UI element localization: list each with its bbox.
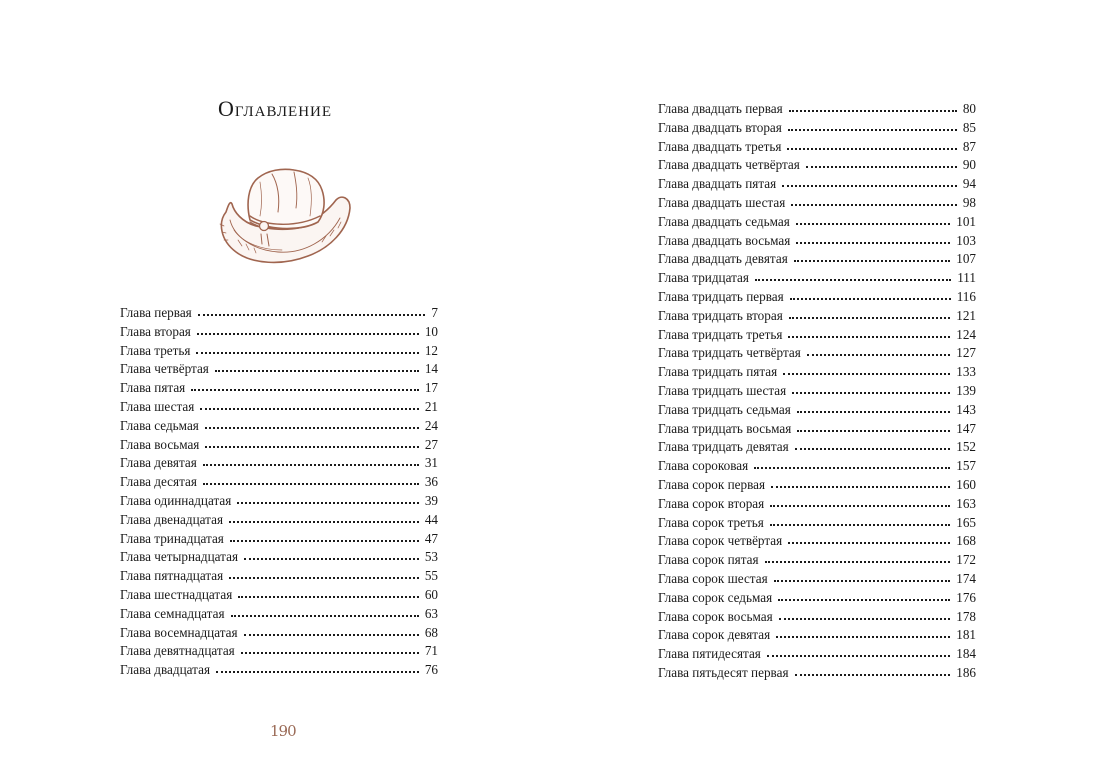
chapter-page-number: 24: [424, 417, 438, 433]
dot-leader: [788, 540, 950, 544]
chapter-title: Глава десятая: [120, 474, 197, 490]
dot-leader: [196, 350, 418, 354]
chapter-title: Глава тридцать первая: [658, 288, 784, 304]
chapter-title: Глава двадцатая: [120, 662, 211, 678]
dot-leader: [788, 127, 957, 131]
chapter-page-number: 36: [424, 474, 438, 490]
toc-entry[interactable]: [658, 269, 976, 288]
chapter-title: Глава двадцать четвёртая: [658, 157, 800, 173]
toc-entry[interactable]: [120, 492, 438, 511]
dot-leader: [231, 613, 419, 617]
dot-leader: [767, 653, 950, 657]
dot-leader: [216, 669, 419, 673]
chapter-page-number: 63: [424, 605, 438, 621]
chapter-page-number: 39: [424, 492, 438, 508]
chapter-title: Глава двенадцатая: [120, 511, 224, 527]
toc-entry[interactable]: [120, 530, 438, 549]
chapter-title: Глава сороковая: [658, 458, 749, 474]
chapter-page-number: 127: [956, 345, 976, 361]
dot-leader: [203, 462, 419, 466]
toc-entry[interactable]: [658, 532, 976, 551]
chapter-title: Глава четырнадцатая: [120, 549, 239, 565]
dot-leader: [778, 597, 950, 601]
chapter-page-number: 53: [424, 549, 438, 565]
chapter-title: Глава двадцать третья: [658, 138, 782, 154]
chapter-page-number: 31: [424, 455, 438, 471]
chapter-page-number: 181: [956, 627, 976, 643]
toc-entry[interactable]: [658, 438, 976, 457]
toc-entry[interactable]: [120, 304, 438, 323]
chapter-page-number: 94: [962, 176, 976, 192]
toc-entry[interactable]: [658, 307, 976, 326]
chapter-page-number: 17: [424, 380, 438, 396]
chapter-page-number: 157: [956, 458, 976, 474]
toc-entry[interactable]: [120, 323, 438, 342]
chapter-title: Глава девятнадцатая: [120, 643, 235, 659]
dot-leader: [754, 465, 950, 469]
chapter-page-number: 12: [424, 342, 438, 358]
dot-leader: [770, 503, 950, 507]
dot-leader: [241, 650, 419, 654]
toc-entry[interactable]: [658, 551, 976, 570]
toc-entry[interactable]: [658, 156, 976, 175]
dot-leader: [205, 425, 419, 429]
toc-entry[interactable]: [120, 548, 438, 567]
chapter-title: Глава двадцать первая: [658, 101, 783, 116]
chapter-title: Глава четвёртая: [120, 361, 209, 377]
chapter-page-number: 147: [956, 420, 976, 436]
chapter-page-number: 172: [956, 552, 976, 568]
dot-leader: [788, 334, 950, 338]
chapter-title: Глава одиннадцатая: [120, 492, 232, 508]
dot-leader: [215, 368, 419, 372]
toc-entry[interactable]: [658, 589, 976, 608]
toc-entry[interactable]: [120, 454, 438, 473]
toc-entry[interactable]: [658, 232, 976, 251]
chapter-page-number: 98: [962, 194, 976, 210]
toc-entry[interactable]: [658, 100, 976, 119]
chapter-page-number: 68: [424, 624, 438, 640]
chapter-title: Глава сорок третья: [658, 514, 764, 530]
chapter-page-number: 87: [962, 138, 976, 154]
toc-entry[interactable]: [120, 624, 438, 643]
toc-list-right: [658, 100, 976, 683]
toc-entry[interactable]: [120, 473, 438, 492]
toc-entry[interactable]: [120, 436, 438, 455]
toc-entry[interactable]: [658, 194, 976, 213]
chapter-page-number: 160: [956, 476, 976, 492]
toc-entry[interactable]: [658, 476, 976, 495]
toc-entry[interactable]: [658, 213, 976, 232]
dot-leader: [770, 522, 950, 526]
chapter-page-number: 143: [956, 401, 976, 417]
dot-leader: [794, 258, 950, 262]
chapter-page-number: 168: [956, 533, 976, 549]
chapter-title: Глава сорок седьмая: [658, 589, 773, 605]
dot-leader: [795, 446, 950, 450]
chapter-page-number: 27: [424, 436, 438, 452]
chapter-page-number: 133: [956, 364, 976, 380]
chapter-title: Глава пятьдесят первая: [658, 664, 789, 680]
dot-leader: [789, 108, 957, 112]
dot-leader: [765, 559, 951, 563]
chapter-page-number: 103: [956, 232, 976, 248]
toc-entry[interactable]: [658, 570, 976, 589]
chapter-page-number: 80: [962, 101, 976, 116]
chapter-page-number: 60: [424, 586, 438, 602]
chapter-title: Глава шестнадцатая: [120, 586, 233, 602]
dot-leader: [791, 202, 957, 206]
dot-leader: [203, 481, 419, 485]
chapter-page-number: 163: [956, 495, 976, 511]
dot-leader: [771, 484, 950, 488]
chapter-title: Глава сорок пятая: [658, 552, 759, 568]
toc-entry[interactable]: [658, 495, 976, 514]
chapter-page-number: 44: [424, 511, 438, 527]
chapter-page-number: 76: [424, 662, 438, 678]
chapter-title: Глава сорок девятая: [658, 627, 771, 643]
chapter-page-number: 184: [956, 646, 976, 662]
toc-entry[interactable]: [120, 567, 438, 586]
page-number: 190: [270, 722, 296, 740]
toc-entry[interactable]: [658, 288, 976, 307]
toc-entry[interactable]: [120, 360, 438, 379]
chapter-page-number: 21: [424, 398, 438, 414]
page-title: Оглавление: [218, 96, 333, 121]
chapter-title: Глава пятидесятая: [658, 646, 761, 662]
chapter-page-number: 176: [956, 589, 976, 605]
chapter-title: Глава третья: [120, 342, 191, 358]
chapter-page-number: 90: [962, 157, 976, 173]
chapter-title: Глава восьмая: [120, 436, 200, 452]
dot-leader: [783, 371, 950, 375]
chapter-title: Глава пятнадцатая: [120, 568, 224, 584]
chapter-page-number: 111: [957, 270, 976, 286]
chapter-title: Глава тридцать шестая: [658, 382, 787, 398]
toc-entry[interactable]: [658, 401, 976, 420]
dot-leader: [782, 183, 957, 187]
dot-leader: [191, 387, 419, 391]
toc-entry[interactable]: [658, 344, 976, 363]
chapter-title: Глава тринадцатая: [120, 530, 224, 546]
dot-leader: [755, 277, 951, 281]
chapter-title: Глава шестая: [120, 398, 195, 414]
chapter-title: Глава тридцать девятая: [658, 439, 789, 455]
dot-leader: [779, 616, 951, 620]
chapter-page-number: 124: [956, 326, 976, 342]
chapter-title: Глава двадцать вторая: [658, 119, 782, 135]
chapter-title: Глава двадцать восьмая: [658, 232, 791, 248]
chapter-title: Глава двадцать шестая: [658, 194, 786, 210]
toc-entry[interactable]: [658, 608, 976, 627]
chapter-page-number: 152: [956, 439, 976, 455]
dot-leader: [197, 331, 419, 335]
toc-entry[interactable]: [658, 326, 976, 345]
chapter-title: Глава девятая: [120, 455, 197, 471]
chapter-page-number: 55: [424, 568, 438, 584]
dot-leader: [200, 406, 419, 410]
dot-leader: [238, 594, 419, 598]
toc-entry[interactable]: [658, 420, 976, 439]
chapter-title: Глава восемнадцатая: [120, 624, 238, 640]
dot-leader: [229, 575, 419, 579]
dot-leader: [787, 146, 956, 150]
chapter-title: Глава тридцать третья: [658, 326, 783, 342]
dot-leader: [792, 390, 950, 394]
dot-leader: [237, 500, 418, 504]
dot-leader: [796, 221, 950, 225]
dot-leader: [244, 632, 419, 636]
chapter-page-number: 174: [956, 570, 976, 586]
toc-entry[interactable]: [120, 379, 438, 398]
chapter-title: Глава сорок вторая: [658, 495, 765, 511]
right-page: [550, 0, 1100, 783]
chapter-page-number: 85: [962, 119, 976, 135]
toc-entry[interactable]: [120, 511, 438, 530]
chapter-title: Глава тридцать седьмая: [658, 401, 791, 417]
toc-entry[interactable]: [120, 661, 438, 680]
chapter-title: Глава вторая: [120, 323, 191, 339]
toc-list-left: [120, 304, 438, 680]
dot-leader: [205, 444, 418, 448]
chapter-title: Глава пятая: [120, 380, 186, 396]
dot-leader: [198, 312, 426, 316]
toc-entry[interactable]: [658, 382, 976, 401]
chapter-page-number: 116: [956, 288, 976, 304]
dot-leader: [789, 315, 950, 319]
chapter-title: Глава сорок шестая: [658, 570, 768, 586]
chapter-page-number: 165: [956, 514, 976, 530]
toc-entry[interactable]: [120, 605, 438, 624]
toc-entry[interactable]: [120, 398, 438, 417]
dot-leader: [776, 634, 950, 638]
chapter-page-number: 14: [424, 361, 438, 377]
toc-entry[interactable]: [658, 119, 976, 138]
dot-leader: [796, 240, 950, 244]
chapter-page-number: 101: [956, 213, 976, 229]
chapter-page-number: 7: [431, 305, 438, 320]
dot-leader: [797, 409, 950, 413]
chapter-title: Глава первая: [120, 305, 192, 320]
cowboy-hat-icon: [212, 160, 352, 270]
chapter-page-number: 186: [956, 664, 976, 680]
dot-leader: [806, 164, 957, 168]
chapter-page-number: 178: [956, 608, 976, 624]
dot-leader: [790, 296, 951, 300]
chapter-title: Глава тридцать вторая: [658, 307, 783, 323]
toc-entry[interactable]: [658, 514, 976, 533]
chapter-title: Глава сорок восьмая: [658, 608, 773, 624]
chapter-page-number: 71: [424, 643, 438, 659]
toc-entry[interactable]: [120, 342, 438, 361]
toc-entry[interactable]: [658, 664, 976, 683]
dot-leader: [807, 352, 950, 356]
dot-leader: [797, 428, 950, 432]
dot-leader: [229, 519, 419, 523]
dot-leader: [774, 578, 951, 582]
chapter-page-number: 121: [956, 307, 976, 323]
chapter-title: Глава тридцать пятая: [658, 364, 778, 380]
chapter-title: Глава тридцать восьмая: [658, 420, 792, 436]
dot-leader: [230, 538, 419, 542]
chapter-page-number: 10: [424, 323, 438, 339]
chapter-title: Глава сорок первая: [658, 476, 766, 492]
toc-entry[interactable]: [658, 626, 976, 645]
dot-leader: [795, 672, 951, 676]
chapter-title: Глава тридцатая: [658, 270, 749, 286]
toc-entry[interactable]: [658, 645, 976, 664]
toc-entry[interactable]: [658, 138, 976, 157]
chapter-title: Глава двадцать пятая: [658, 176, 777, 192]
chapter-page-number: 107: [956, 251, 976, 267]
chapter-title: Глава семнадцатая: [120, 605, 225, 621]
chapter-title: Глава сорок четвёртая: [658, 533, 783, 549]
toc-entry[interactable]: [120, 642, 438, 661]
chapter-title: Глава седьмая: [120, 417, 199, 433]
toc-entry[interactable]: [658, 363, 976, 382]
toc-entry[interactable]: [658, 457, 976, 476]
toc-entry[interactable]: [658, 250, 976, 269]
chapter-page-number: 47: [424, 530, 438, 546]
toc-entry[interactable]: [658, 175, 976, 194]
dot-leader: [244, 556, 419, 560]
toc-entry[interactable]: [120, 417, 438, 436]
chapter-page-number: 139: [956, 382, 976, 398]
toc-entry[interactable]: [120, 586, 438, 605]
chapter-title: Глава двадцать седьмая: [658, 213, 790, 229]
chapter-title: Глава тридцать четвёртая: [658, 345, 801, 361]
chapter-title: Глава двадцать девятая: [658, 251, 788, 267]
